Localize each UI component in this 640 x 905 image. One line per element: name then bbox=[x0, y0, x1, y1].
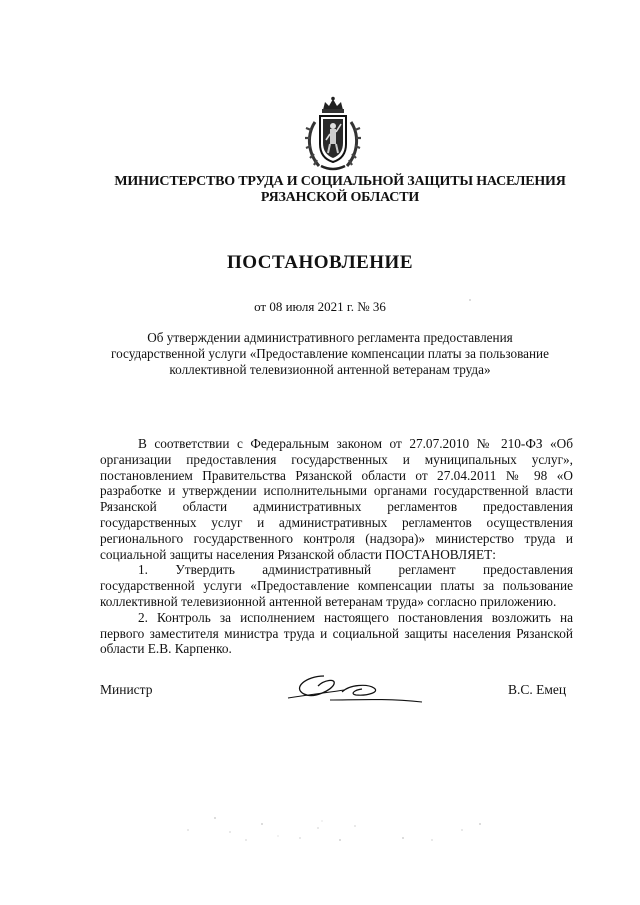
ministry-name-line1: МИНИСТЕРСТВО ТРУДА И СОЦИАЛЬНОЙ ЗАЩИТЫ НАСЕЛЕНИЯ bbox=[114, 174, 566, 189]
document-type-title: ПОСТАНОВЛЕНИЕ bbox=[226, 252, 414, 273]
coat-of-arms-icon bbox=[301, 96, 365, 174]
signatory-name: В.С. Емец bbox=[508, 682, 567, 697]
handwritten-signature bbox=[284, 670, 424, 710]
ministry-name-line2: РЯЗАНСКОЙ ОБЛАСТИ bbox=[260, 190, 420, 205]
preamble-paragraph: В соответствии с Федеральным законом от 27.07.2010 № 210-ФЗ «Об организации предоставления государственных и муниципальных услуг», постановлением Правительства Рязанской области от 27.04.2011 № 98 «О разработке и утверждении исполнительными органами государственной власти Рязанской области административных регламентов предоставления государственных услуг и административных регламентов осуществления регионального государственного контроля (надзора)» министерство труда и социальной защиты населения Рязанской области ПОСТАНОВЛЯЕТ: bbox=[100, 436, 573, 562]
document-subject: Об утверждении административного регламента предоставления государственной услуги «Предоставление компенсации платы за пользование коллективной телевизионной антенной ветеранам труда» bbox=[111, 330, 549, 377]
document-date-number: от 08 июля 2021 г. № 36 bbox=[254, 299, 386, 314]
signatory-position: Министр bbox=[100, 682, 153, 697]
resolution-item-2: 2. Контроль за исполнением настоящего постановления возложить на первого заместителя министра труда и социальной защиты населения Рязанской области Е.В. Карпенко. bbox=[100, 609, 573, 657]
document-body bbox=[100, 436, 573, 657]
resolution-item-1: 1. Утвердить административный регламент предоставления государственной услуги «Предоставление компенсации платы за пользование коллективной телевизионной антенной ветеранам труда» согласно приложению. bbox=[100, 562, 573, 609]
